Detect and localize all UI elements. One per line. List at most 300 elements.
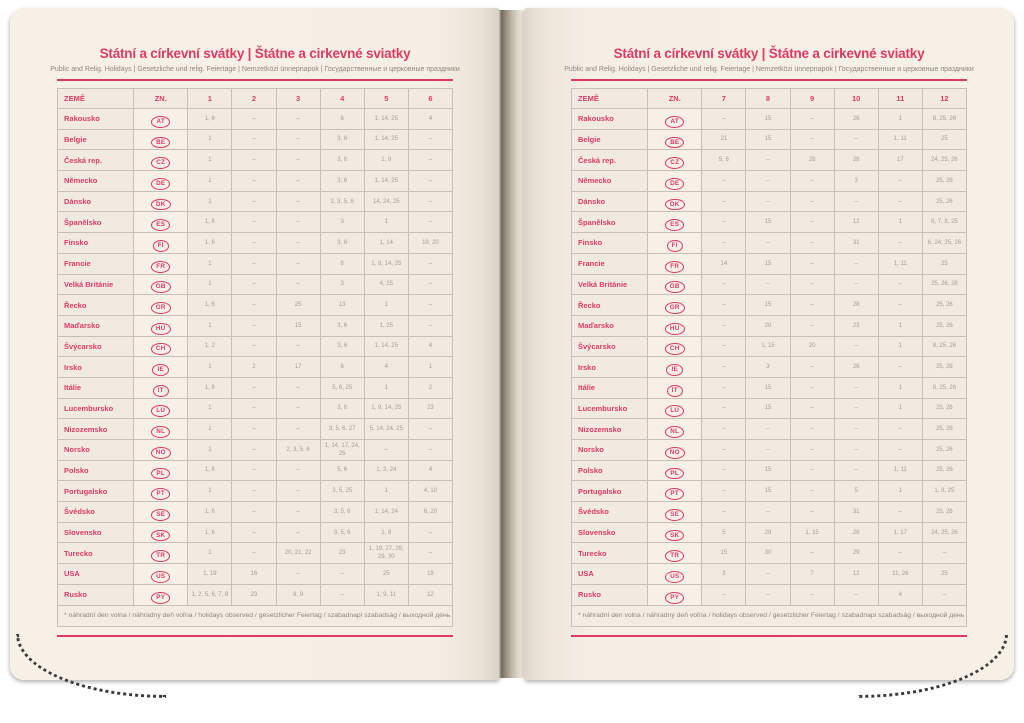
table-row [572, 398, 967, 419]
holiday-days-cell: 28 [834, 295, 878, 316]
country-code-badge: SK [151, 530, 170, 542]
country-name: Maďarsko [58, 315, 134, 336]
holiday-days-cell: 6 [320, 357, 364, 378]
country-code-badge: PL [151, 468, 170, 480]
country-code-cell [134, 398, 188, 419]
holiday-days-cell: 20 [746, 315, 790, 336]
country-code-cell [648, 481, 702, 502]
holiday-days-cell: 4, 25 [364, 274, 408, 295]
holiday-days-cell: – [790, 377, 834, 398]
holiday-days-cell: – [702, 377, 746, 398]
holiday-days-cell: – [408, 150, 452, 171]
holiday-days-cell: – [702, 460, 746, 481]
country-name: Polsko [58, 460, 134, 481]
holiday-days-cell: 25, 26, 28 [922, 274, 966, 295]
holiday-days-cell: 31 [834, 502, 878, 523]
holiday-days-cell: – [790, 129, 834, 150]
holiday-days-cell: 1, 14, 25 [364, 336, 408, 357]
holiday-days-cell: – [276, 460, 320, 481]
country-code-badge: IT [667, 385, 683, 397]
holiday-days-cell: 1, 14, 25 [364, 129, 408, 150]
holiday-days-cell: – [408, 522, 452, 543]
table-row [58, 109, 453, 130]
holiday-days-cell: 1 [364, 212, 408, 233]
country-code-badge: CH [151, 343, 171, 355]
holiday-days-cell: 25, 26 [922, 398, 966, 419]
holiday-days-cell: – [232, 336, 276, 357]
country-code-badge: HU [665, 323, 685, 335]
column-header: 6 [408, 89, 452, 109]
country-name: Německo [572, 171, 648, 192]
country-code-cell [648, 336, 702, 357]
country-code-badge: SE [665, 509, 684, 521]
page-subtitle: Public and Relig. Holidays | Gesetzliche und relig. Feiertage | Nemzetközi ünnepnapok | Государственные и церковные праздники [564, 66, 974, 73]
country-name: Německo [58, 171, 134, 192]
holiday-days-cell: 1 [188, 315, 232, 336]
holiday-days-cell: 29 [746, 522, 790, 543]
country-code-cell [648, 233, 702, 254]
holiday-days-cell: 1, 11 [878, 253, 922, 274]
column-header: 11 [878, 89, 922, 109]
country-name: Itálie [572, 377, 648, 398]
country-name: Maďarsko [572, 315, 648, 336]
holiday-days-cell: – [408, 191, 452, 212]
country-name: Slovensko [572, 522, 648, 543]
country-name: Česká rep. [58, 150, 134, 171]
holiday-days-cell: – [702, 171, 746, 192]
holiday-days-cell: – [834, 440, 878, 461]
column-header: 3 [276, 89, 320, 109]
country-code-cell [134, 171, 188, 192]
country-code-cell [648, 440, 702, 461]
holiday-days-cell: 1 [188, 481, 232, 502]
holiday-days-cell: 1, 15 [746, 336, 790, 357]
country-code-cell [134, 253, 188, 274]
country-code-badge: TR [151, 550, 170, 562]
country-name: Švédsko [58, 502, 134, 523]
country-name: Dánsko [572, 191, 648, 212]
holiday-days-cell: 25, 26 [922, 191, 966, 212]
holiday-days-cell: 24, 25, 26 [922, 522, 966, 543]
country-name: Irsko [572, 357, 648, 378]
holiday-days-cell: – [276, 212, 320, 233]
holiday-days-cell: – [232, 315, 276, 336]
country-code-badge: IE [666, 364, 683, 376]
holiday-days-cell: 3, 6 [320, 150, 364, 171]
holiday-days-cell: 1 [188, 253, 232, 274]
holiday-days-cell: – [834, 253, 878, 274]
holiday-days-cell: 25, 26 [922, 419, 966, 440]
country-code-badge: AT [665, 116, 684, 128]
holiday-days-cell: 4 [408, 109, 452, 130]
country-name: USA [572, 564, 648, 585]
country-name: USA [58, 564, 134, 585]
country-code-cell [648, 564, 702, 585]
holiday-days-cell: – [746, 502, 790, 523]
country-code-badge: CZ [151, 157, 170, 169]
holiday-days-cell: 1, 19, 27, 28, 29, 30 [364, 543, 408, 564]
holiday-days-cell: – [320, 564, 364, 585]
holiday-days-cell: 4 [408, 460, 452, 481]
country-code-badge: NL [151, 426, 170, 438]
holiday-days-cell: 19 [408, 564, 452, 585]
table-row [58, 150, 453, 171]
holiday-days-cell: – [790, 315, 834, 336]
holiday-days-cell: 20, 21, 22 [276, 543, 320, 564]
holiday-days-cell: 25 [364, 564, 408, 585]
country-code-cell [134, 212, 188, 233]
country-code-badge: PY [665, 592, 684, 604]
holiday-days-cell: – [878, 419, 922, 440]
holiday-days-cell: – [408, 274, 452, 295]
country-code-cell [648, 502, 702, 523]
country-name: Nizozemsko [572, 419, 648, 440]
table-row [58, 502, 453, 523]
holiday-days-cell: 28 [834, 522, 878, 543]
table-header-row [58, 89, 453, 109]
holiday-days-cell: 1 [364, 295, 408, 316]
column-header: ZN. [648, 89, 702, 109]
holiday-days-cell: 1 [188, 543, 232, 564]
country-code-badge: AT [151, 116, 170, 128]
country-code-badge: DK [151, 199, 171, 211]
table-row [58, 522, 453, 543]
holiday-days-cell: – [790, 295, 834, 316]
country-code-cell [648, 522, 702, 543]
holiday-days-cell: – [232, 398, 276, 419]
holiday-days-cell: 1, 14, 17, 24, 25 [320, 440, 364, 461]
holiday-days-cell: 1, 2 [188, 336, 232, 357]
holiday-days-cell: – [922, 543, 966, 564]
holiday-days-cell: 3, 6 [320, 336, 364, 357]
column-header: 10 [834, 89, 878, 109]
holiday-days-cell: – [790, 171, 834, 192]
holiday-days-cell: 25, 26 [922, 357, 966, 378]
table-row [58, 440, 453, 461]
page-right [524, 8, 1014, 680]
holiday-days-cell: – [878, 191, 922, 212]
country-code-badge: BE [151, 137, 170, 149]
holiday-days-cell: – [408, 419, 452, 440]
country-code-cell [134, 233, 188, 254]
holiday-days-cell: 12 [834, 564, 878, 585]
holiday-days-cell: 1 [188, 419, 232, 440]
holiday-days-cell: – [790, 398, 834, 419]
holiday-days-cell: 15 [746, 398, 790, 419]
country-code-badge: GR [665, 302, 685, 314]
holiday-days-cell: – [878, 233, 922, 254]
country-code-badge: FR [151, 261, 170, 273]
country-code-badge: LU [665, 405, 684, 417]
country-code-cell [648, 357, 702, 378]
holiday-days-cell: – [276, 150, 320, 171]
holiday-days-cell: 17 [276, 357, 320, 378]
footnote: * náhradní den volna / náhradný deň voľna / holidays observed / gesetzlicher Feiertag / szabadnapi szabadság / выходной день [572, 605, 967, 626]
table-row [572, 543, 967, 564]
table-row [572, 336, 967, 357]
country-code-badge: PT [665, 488, 684, 500]
country-code-badge: IE [152, 364, 169, 376]
holiday-days-cell: 5 [702, 522, 746, 543]
holiday-days-cell: 3, 5, 6 [320, 502, 364, 523]
table-body [572, 109, 967, 606]
country-code-cell [134, 522, 188, 543]
table-row [58, 460, 453, 481]
country-code-cell [134, 315, 188, 336]
holiday-days-cell: – [746, 274, 790, 295]
holiday-days-cell: 8, 25, 26 [922, 336, 966, 357]
holiday-days-cell: – [834, 460, 878, 481]
holiday-days-cell: 5, 6 [320, 460, 364, 481]
holiday-days-cell: – [232, 295, 276, 316]
holiday-table-months-7-12 [571, 88, 967, 627]
table-row [572, 522, 967, 543]
holiday-days-cell: 23 [834, 315, 878, 336]
holiday-days-cell: – [232, 460, 276, 481]
holiday-days-cell: 2 [408, 377, 452, 398]
table-header-row [572, 89, 967, 109]
holiday-days-cell: 1, 2, 5, 6, 7, 8 [188, 584, 232, 605]
country-code-cell [648, 274, 702, 295]
holiday-days-cell: 1, 14, 24 [364, 502, 408, 523]
holiday-days-cell: – [232, 419, 276, 440]
holiday-days-cell: – [878, 274, 922, 295]
holiday-days-cell: 15 [746, 295, 790, 316]
country-code-badge: US [151, 571, 170, 583]
holiday-days-cell: – [834, 191, 878, 212]
table-row [572, 253, 967, 274]
country-code-badge: PT [151, 488, 170, 500]
country-code-badge: BE [665, 137, 684, 149]
holiday-days-cell: 1, 3, 24 [364, 460, 408, 481]
table-row [58, 336, 453, 357]
holiday-days-cell: 1, 14, 25 [364, 171, 408, 192]
holiday-days-cell: – [232, 191, 276, 212]
holiday-days-cell: 1 [878, 315, 922, 336]
table-row [572, 564, 967, 585]
country-code-cell [648, 419, 702, 440]
country-code-cell [134, 440, 188, 461]
country-code-cell [134, 502, 188, 523]
country-name: Rakousko [58, 109, 134, 130]
column-header: 7 [702, 89, 746, 109]
country-code-badge: ES [665, 219, 684, 231]
holiday-days-cell: 1, 11 [878, 129, 922, 150]
holiday-days-cell: – [702, 481, 746, 502]
country-code-cell [134, 109, 188, 130]
country-code-cell [134, 377, 188, 398]
holiday-days-cell: 1 [188, 440, 232, 461]
holiday-days-cell: 23 [408, 398, 452, 419]
holiday-days-cell: 1 [188, 191, 232, 212]
holiday-days-cell: – [276, 336, 320, 357]
country-name: Portugalsko [572, 481, 648, 502]
holiday-days-cell: 5 [834, 481, 878, 502]
table-row [58, 295, 453, 316]
holiday-days-cell: – [232, 502, 276, 523]
holiday-days-cell: – [746, 150, 790, 171]
holiday-days-cell: 25 [922, 564, 966, 585]
holiday-days-cell: – [702, 440, 746, 461]
holiday-days-cell: – [702, 212, 746, 233]
country-name: Finsko [58, 233, 134, 254]
holiday-days-cell: 30 [746, 543, 790, 564]
country-code-cell [648, 584, 702, 605]
holiday-days-cell: – [746, 440, 790, 461]
country-code-cell [648, 377, 702, 398]
holiday-days-cell: 26 [834, 357, 878, 378]
holiday-days-cell: 31 [834, 233, 878, 254]
holiday-days-cell: 15 [746, 129, 790, 150]
holiday-days-cell: – [702, 274, 746, 295]
table-row [572, 440, 967, 461]
holiday-days-cell: 1 [408, 357, 452, 378]
holiday-days-cell: 1 [188, 129, 232, 150]
holiday-days-cell: 25 [276, 295, 320, 316]
holiday-days-cell: 8, 9 [276, 584, 320, 605]
country-name: Polsko [572, 460, 648, 481]
holiday-days-cell: 6, 20 [408, 502, 452, 523]
holiday-days-cell: 4, 10 [408, 481, 452, 502]
holiday-days-cell: – [276, 398, 320, 419]
holiday-days-cell: – [702, 419, 746, 440]
country-name: Švýcarsko [58, 336, 134, 357]
table-row [58, 274, 453, 295]
country-name: Velká Británie [572, 274, 648, 295]
holiday-days-cell: – [878, 440, 922, 461]
country-code-badge: SE [151, 509, 170, 521]
holiday-days-cell: – [276, 129, 320, 150]
holiday-days-cell: – [408, 295, 452, 316]
holiday-days-cell: – [702, 109, 746, 130]
holiday-days-cell: – [276, 233, 320, 254]
holiday-days-cell: – [232, 171, 276, 192]
table-row [58, 233, 453, 254]
country-name: Norsko [572, 440, 648, 461]
holiday-days-cell: – [790, 502, 834, 523]
country-code-cell [134, 481, 188, 502]
holiday-days-cell: 3 [834, 171, 878, 192]
country-name: Lucembursko [572, 398, 648, 419]
country-code-badge: GB [665, 281, 685, 293]
holiday-days-cell: 1 [364, 377, 408, 398]
holiday-days-cell: – [790, 357, 834, 378]
holiday-days-cell: 3, 6 [320, 315, 364, 336]
holiday-days-cell: – [702, 398, 746, 419]
column-header: 8 [746, 89, 790, 109]
accent-rule-top [571, 79, 967, 81]
country-code-badge: LU [151, 405, 170, 417]
holiday-days-cell: 15 [746, 481, 790, 502]
holiday-days-cell: 1, 15 [790, 522, 834, 543]
holiday-days-cell: – [232, 109, 276, 130]
country-code-cell [134, 584, 188, 605]
table-row [58, 398, 453, 419]
holiday-days-cell: 25, 26 [922, 502, 966, 523]
holiday-days-cell: – [702, 584, 746, 605]
holiday-days-cell: 15 [746, 212, 790, 233]
holiday-days-cell: 3 [320, 212, 364, 233]
holiday-table-months-1-6 [57, 88, 453, 627]
holiday-days-cell: – [408, 315, 452, 336]
holiday-days-cell: – [790, 109, 834, 130]
holiday-days-cell: 1, 8, 14, 25 [364, 253, 408, 274]
column-header: 12 [922, 89, 966, 109]
column-header: 9 [790, 89, 834, 109]
column-header: 4 [320, 89, 364, 109]
country-name: Řecko [58, 295, 134, 316]
holiday-days-cell: – [232, 481, 276, 502]
country-name: Francie [58, 253, 134, 274]
holiday-days-cell: – [408, 171, 452, 192]
holiday-days-cell: – [276, 191, 320, 212]
country-name: Velká Británie [58, 274, 134, 295]
holiday-days-cell: 3 [702, 564, 746, 585]
country-code-badge: PY [151, 592, 170, 604]
holiday-days-cell: 4 [364, 357, 408, 378]
country-name: Nizozemsko [58, 419, 134, 440]
country-name: Lucembursko [58, 398, 134, 419]
country-code-cell [134, 357, 188, 378]
holiday-days-cell: 16 [232, 564, 276, 585]
holiday-days-cell: 2, 3, 5, 6 [276, 440, 320, 461]
holiday-days-cell: – [232, 440, 276, 461]
holiday-days-cell: 4 [878, 584, 922, 605]
holiday-days-cell: 21 [702, 129, 746, 150]
holiday-days-cell: 1, 8 [364, 522, 408, 543]
holiday-days-cell: – [834, 377, 878, 398]
footnote: * náhradní den volna / náhradný deň voľna / holidays observed / gesetzlicher Feiertag / szabadnapi szabadság / выходной день [58, 605, 453, 626]
table-row [572, 129, 967, 150]
country-code-cell [648, 191, 702, 212]
table-row [572, 502, 967, 523]
holiday-days-cell: 1 [878, 212, 922, 233]
country-code-cell [648, 315, 702, 336]
holiday-days-cell: 1, 14 [364, 233, 408, 254]
holiday-days-cell: 15 [276, 315, 320, 336]
country-name: Irsko [58, 357, 134, 378]
holiday-days-cell: 1, 6 [188, 502, 232, 523]
table-row [572, 460, 967, 481]
holiday-days-cell: 12 [408, 584, 452, 605]
holiday-days-cell: – [702, 233, 746, 254]
holiday-days-cell: 1 [878, 481, 922, 502]
holiday-days-cell: 1, 8 [364, 150, 408, 171]
holiday-days-cell: 15 [746, 109, 790, 130]
holiday-days-cell: 8, 25, 26 [922, 109, 966, 130]
country-code-badge: NO [665, 447, 685, 459]
holiday-days-cell: – [232, 253, 276, 274]
table-row [58, 253, 453, 274]
holiday-days-cell: – [878, 502, 922, 523]
holiday-days-cell: – [834, 336, 878, 357]
holiday-days-cell: 1, 6 [188, 295, 232, 316]
holiday-days-cell: – [276, 109, 320, 130]
accent-rule-top [57, 79, 453, 81]
holiday-days-cell: – [276, 481, 320, 502]
holiday-days-cell: 25, 26 [922, 171, 966, 192]
table-row [572, 419, 967, 440]
holiday-days-cell: 6, 7, 8, 25 [922, 212, 966, 233]
country-code-cell [648, 109, 702, 130]
footnote-row [572, 605, 967, 626]
country-code-cell [134, 191, 188, 212]
country-code-badge: HU [151, 323, 171, 335]
holiday-days-cell: – [276, 522, 320, 543]
holiday-days-cell: 3, 6 [320, 171, 364, 192]
holiday-days-cell: 1, 6 [188, 460, 232, 481]
holiday-days-cell: 28 [834, 150, 878, 171]
